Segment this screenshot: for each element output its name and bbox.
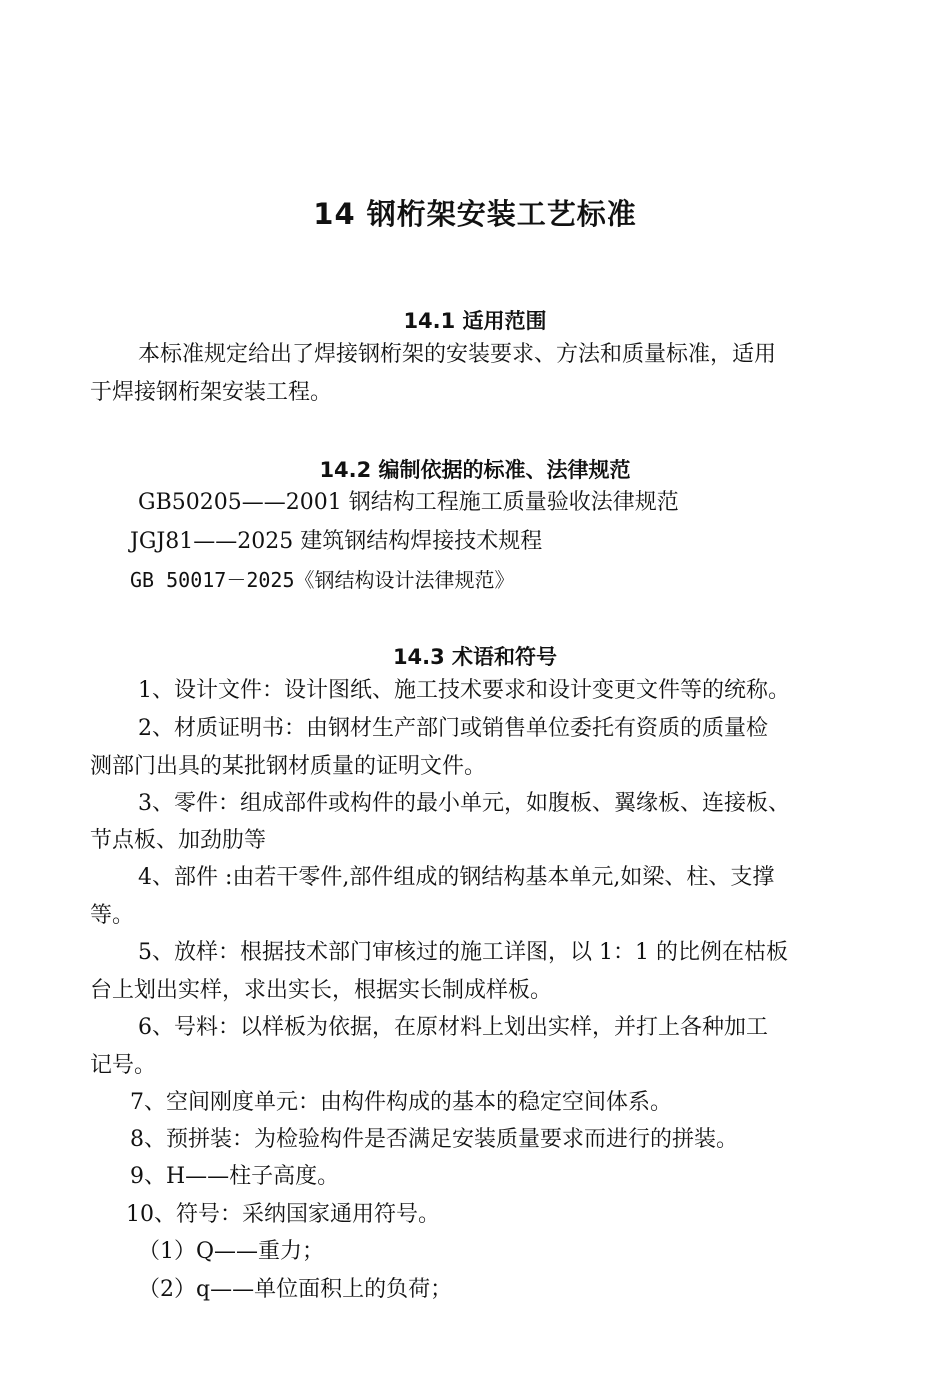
paragraph-line: 本标准规定给出了焊接钢桁架的安装要求、方法和质量标准，适用 <box>138 342 777 367</box>
term-line: 9、H——柱子高度。 <box>130 1164 340 1189</box>
term-line: 3、零件：组成部件或构件的最小单元，如腹板、翼缘板、连接板、 <box>138 791 790 816</box>
term-line: 记号。 <box>90 1053 157 1078</box>
reference-line: JGJ81——2025 建筑钢结构焊接技术规程 <box>130 529 543 554</box>
document-title: 14 钢桁架安装工艺标准 <box>313 197 637 231</box>
term-line: 5、放样：根据技术部门审核过的施工详图，以 1：1 的比例在枯板 <box>138 940 788 965</box>
term-line: 测部门出具的某批钢材质量的证明文件。 <box>90 754 487 779</box>
term-line: 4、部件 :由若干零件,部件组成的钢结构基本单元,如梁、柱、支撑 <box>138 865 775 890</box>
paragraph-line: 于焊接钢桁架安装工程。 <box>90 380 333 405</box>
term-line: 10、符号：采纳国家通用符号。 <box>126 1202 440 1227</box>
reference-line: GB50205——2001 钢结构工程施工质量验收法律规范 <box>138 490 679 515</box>
term-line: 台上划出实样，求出实长，根据实长制成样板。 <box>90 978 553 1003</box>
term-line: 6、号料：以样板为依据，在原材料上划出实样，并打上各种加工 <box>138 1015 768 1040</box>
term-line: 1、设计文件：设计图纸、施工技术要求和设计变更文件等的统称。 <box>138 678 790 703</box>
term-line: （2）q——单位面积上的负荷； <box>138 1277 453 1302</box>
reference-line: GB 50017－2025《钢结构设计法律规范》 <box>130 568 515 592</box>
term-line: 节点板、加劲肋等 <box>90 828 267 853</box>
term-line: 8、预拼装：为检验构件是否满足安装质量要求而进行的拼装。 <box>130 1127 738 1152</box>
section-heading-terms: 14.3 术语和符号 <box>392 645 558 669</box>
term-line: 7、空间刚度单元：由构件构成的基本的稳定空间体系。 <box>130 1090 672 1115</box>
term-line: （1）Q——重力； <box>138 1239 325 1264</box>
section-heading-references: 14.2 编制依据的标准、法律规范 <box>319 458 631 482</box>
term-line: 等。 <box>90 903 135 928</box>
term-line: 2、材质证明书：由钢材生产部门或销售单位委托有资质的质量检 <box>138 716 768 741</box>
section-heading-scope: 14.1 适用范围 <box>403 309 547 333</box>
